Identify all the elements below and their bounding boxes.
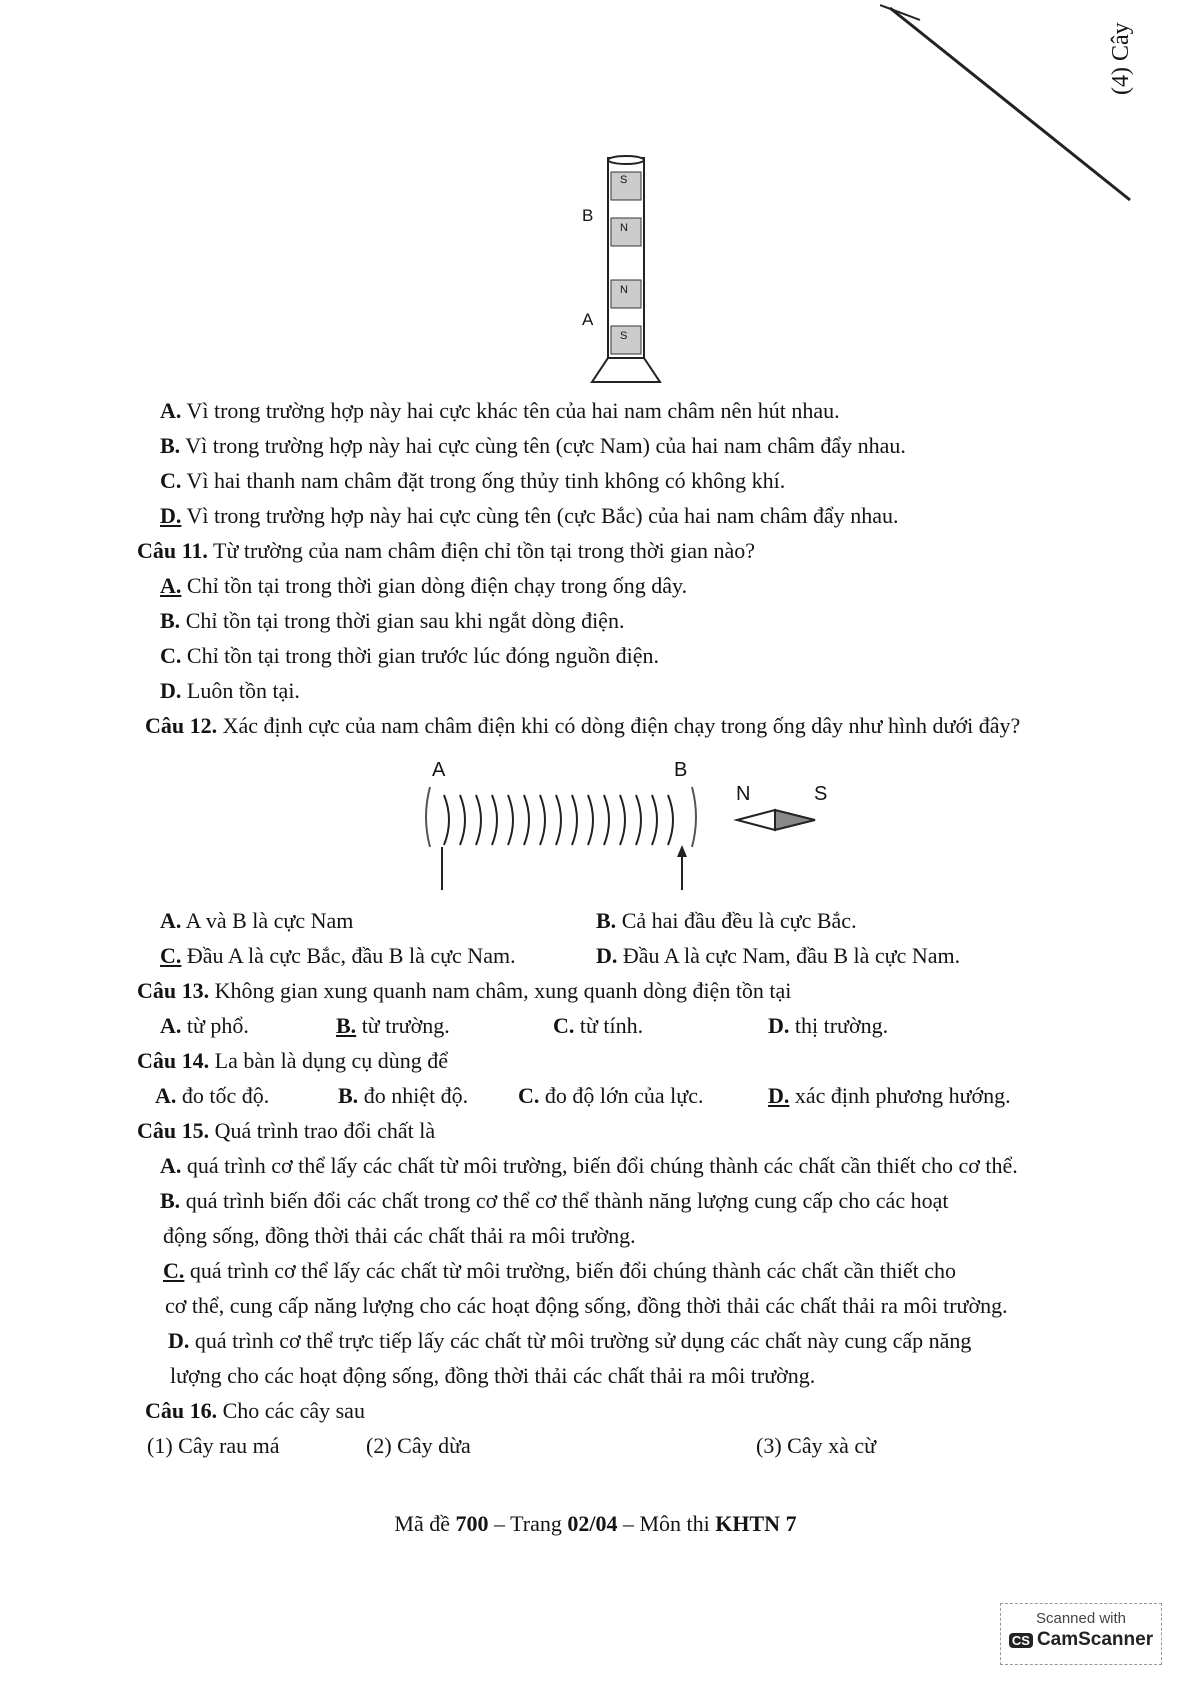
q11-option-b: B. Chỉ tồn tại trong thời gian sau khi ngắt dòng điện. — [160, 608, 625, 633]
q11-stem: Câu 11. Từ trường của nam châm điện chỉ tồn tại trong thời gian nào? — [137, 538, 755, 563]
q15-option-a: A. quá trình cơ thể lấy các chất từ môi trường, biến đổi chúng thành các chất cần thiết cho cơ thể. — [160, 1153, 1018, 1178]
solenoid-label-b: B — [674, 759, 688, 781]
figure-magnet-tube — [580, 150, 680, 390]
tube-label-a: A — [582, 310, 594, 329]
q15-option-b: B. quá trình biến đổi các chất trong cơ thể cơ thể thành năng lượng cung cấp cho các hoạt — [160, 1188, 949, 1213]
q14-option-a: A. đo tốc độ. — [155, 1083, 270, 1108]
tube-pole-n-lower: N — [620, 284, 628, 296]
q11-option-a: A. Chỉ tồn tại trong thời gian dòng điện chạy trong ống dây. — [160, 573, 688, 598]
page-footer: Mã đề 700 – Trang 02/04 – Môn thi KHTN 7 — [394, 1511, 797, 1536]
camscanner-watermark — [1000, 1603, 1162, 1665]
watermark-line1: Scanned with — [1035, 1610, 1127, 1627]
magnet-tube-drawing — [580, 150, 680, 390]
q16-item-3: (3) Cây xà cừ — [756, 1433, 877, 1458]
q13-option-a: A. từ phổ. — [160, 1013, 249, 1038]
q13-option-b: B. từ trường. — [336, 1013, 450, 1038]
q13-stem: Câu 13. Không gian xung quanh nam châm, xung quanh dòng điện tồn tại — [137, 978, 792, 1003]
q10-option-c: C. Vì hai thanh nam châm đặt trong ống thủy tinh không có không khí. — [160, 468, 786, 493]
q14-option-d: D. xác định phương hướng. — [768, 1083, 1011, 1108]
solenoid-drawing — [420, 765, 840, 895]
q14-option-c: C. đo độ lớn của lực. — [518, 1083, 704, 1108]
camscanner-logo-icon: CS — [1009, 1633, 1033, 1648]
q12-option-c: C. Đầu A là cực Bắc, đầu B là cực Nam. — [160, 943, 516, 968]
q11-option-d: D. Luôn tồn tại. — [160, 678, 300, 703]
tube-pole-n-upper: N — [620, 222, 628, 234]
q12-option-a: A. A và B là cực Nam — [160, 908, 354, 933]
q15-stem: Câu 15. Quá trình trao đổi chất là — [137, 1118, 436, 1143]
q13-option-d: D. thị trường. — [768, 1013, 889, 1038]
q15-option-d-cont: lượng cho các hoạt động sống, đồng thời thải các chất thải ra môi trường. — [170, 1363, 816, 1388]
q15-option-b-cont: động sống, đồng thời thải các chất thải ra môi trường. — [163, 1223, 636, 1248]
q12-option-b: B. Cả hai đầu đều là cực Bắc. — [596, 908, 857, 933]
needle-label-n: N — [736, 783, 751, 805]
q16-item-2: (2) Cây dừa — [366, 1433, 471, 1458]
solenoid-label-a: A — [432, 759, 446, 781]
q10-option-b: B. Vì trong trường hợp này hai cực cùng tên (cực Nam) của hai nam châm đẩy nhau. — [160, 433, 906, 458]
q15-option-c: C. quá trình cơ thể lấy các chất từ môi trường, biến đổi chúng thành các chất cần thiết cho — [163, 1258, 957, 1283]
q15-option-d: D. quá trình cơ thể trực tiếp lấy các chất từ môi trường sử dụng các chất này cung cấp năng — [168, 1328, 972, 1353]
needle-label-s: S — [814, 783, 828, 805]
q14-option-b: B. đo nhiệt độ. — [338, 1083, 469, 1108]
corner-marks — [880, 0, 1140, 220]
q13-option-c: C. từ tính. — [553, 1013, 644, 1038]
tube-label-b: B — [582, 206, 594, 225]
q15-option-c-cont: cơ thể, cung cấp năng lượng cho các hoạt động sống, đồng thời thải các chất thải ra môi trường. — [165, 1293, 1008, 1318]
q10-option-a: A. Vì trong trường hợp này hai cực khác tên của hai nam châm nên hút nhau. — [160, 398, 840, 423]
q12-option-d: D. Đầu A là cực Nam, đầu B là cực Nam. — [596, 943, 961, 968]
q11-option-c: C. Chỉ tồn tại trong thời gian trước lúc đóng nguồn điện. — [160, 643, 659, 668]
q16-stem: Câu 16. Cho các cây sau — [145, 1398, 365, 1423]
q10-option-d: D. Vì trong trường hợp này hai cực cùng tên (cực Bắc) của hai nam châm đẩy nhau. — [160, 503, 899, 528]
figure-solenoid — [420, 759, 840, 895]
watermark-line2: CamScanner — [1036, 1629, 1154, 1650]
tube-pole-s-bottom: S — [620, 330, 628, 342]
q14-stem: Câu 14. La bàn là dụng cụ dùng để — [137, 1048, 448, 1073]
tube-pole-s-top: S — [620, 174, 628, 186]
q12-stem: Câu 12. Xác định cực của nam châm điện khi có dòng điện chạy trong ống dây như hình dưới đây? — [145, 713, 1021, 738]
corner-note: (4) Cây — [1108, 22, 1134, 95]
q16-item-1: (1) Cây rau má — [147, 1433, 280, 1458]
